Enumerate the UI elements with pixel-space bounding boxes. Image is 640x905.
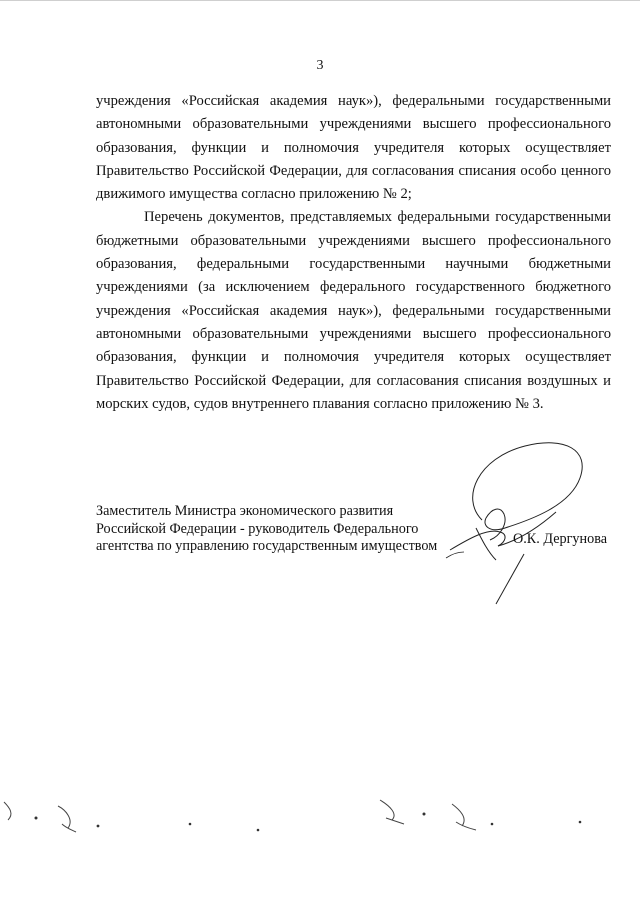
position-line-2: Российской Федерации - руководитель Федерального — [96, 520, 419, 537]
page-number: 3 — [316, 58, 324, 73]
paragraph-document-list: Перечень документов, представляемых федеральными государственными бюджетными образовательными учреждениями высшего профессионального образования, федеральными государственными научными бюджетными учреждениями (за исключением федерального государственного бюджетного учреждения «Российская академия наук»), федеральными государственными автономными образовательными учреждениями высшего профессионального образования, функции и полномочия учредителя которых осуществляет Правительство Российской Федерации, для согласования списания воздушных и морских судов, судов внутреннего плавания согласно приложению № 3. — [96, 209, 611, 412]
document-body — [96, 90, 611, 416]
position-line-1: Заместитель Министра экономического развития — [96, 503, 394, 519]
scan-noise-marks — [0, 780, 640, 850]
handwritten-signature — [430, 428, 600, 613]
paragraph-continued: учреждения «Российская академия наук»), федеральными государственными автономными образовательными учреждениями высшего профессионального образования, функции и полномочия учредителя которых осуществляет Правительство Российской Федерации, для согласования списания особо ценного движимого имущества согласно приложению № 2; — [96, 93, 611, 203]
signatory-name: О.К. Дергунова — [513, 531, 607, 547]
position-line-3: агентства по управлению государственным имуществом — [96, 538, 438, 554]
scan-top-edge — [0, 0, 640, 1]
